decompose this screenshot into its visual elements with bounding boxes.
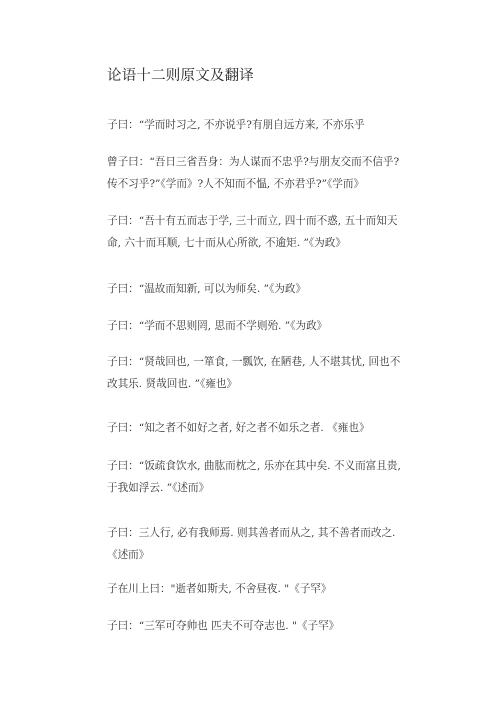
paragraph-11 [107, 615, 339, 637]
paragraph-line: 子曰：“学而不思则罔, 思而不学则殆. ”《为政》 [107, 320, 328, 332]
paragraph-line: 命, 六十而耳顺, 七十而从心所欲, 不逾矩. ”《为政》 [107, 237, 346, 249]
paragraph-line: 子曰：三人行, 必有我师焉. 则其善者而从之, 其不善者而改之. [107, 527, 396, 539]
paragraph-3 [107, 210, 397, 254]
paragraph-line: 子在川上曰："逝者如斯夫, 不舍昼夜. "《子罕》 [107, 583, 332, 595]
paragraph-5 [107, 315, 327, 337]
paragraph-line: 传不习乎?”《学而》?人不知而不愠, 不亦君乎?”《学而》 [107, 178, 365, 190]
paragraph-10 [107, 578, 332, 600]
paragraph-line: 子曰：“学而时习之, 不亦说乎?有朋自远方来, 不亦乐乎 [107, 119, 365, 131]
paragraph-line: 子曰：“知之者不如好之者, 好之者不如乐之者. 《雍也》 [107, 422, 370, 434]
paragraph-line: 子曰：“吾十有五而志于学, 三十而立, 四十而不惑, 五十而知天 [107, 215, 398, 227]
paragraph-line: 子曰：“三军可夺帅也 匹夫不可夺志也. "《子罕》 [107, 620, 340, 632]
paragraph-line: 子曰：“贤哉回也, 一箪食, 一瓢饮, 在陋巷, 人不堪其忧, 回也不 [107, 356, 401, 368]
paragraph-1 [107, 114, 365, 136]
paragraph-2 [107, 151, 399, 195]
paragraph-line: 子曰：“饭疏食饮水, 曲肱而枕之, 乐亦在其中矣. 不义而富且贵, [107, 460, 401, 472]
paragraph-7 [107, 417, 370, 439]
paragraph-line: 子曰：“温故而知新, 可以为师矣. ”《为政》 [107, 283, 307, 295]
paragraph-6 [107, 351, 400, 395]
paragraph-line: 曾子曰：“吾日三省吾身：为人谋而不忠乎?与朋友交而不信乎? [107, 156, 400, 168]
paragraph-line: 改其乐. 贤哉回也. ”《雍也》 [107, 378, 238, 390]
paragraph-line: 《述而》 [107, 549, 150, 561]
document-title: 论语十二则原文及翻译 [107, 68, 254, 84]
paragraph-9 [107, 522, 395, 566]
paragraph-4 [107, 278, 306, 300]
paragraph-8 [107, 455, 401, 499]
paragraph-line: 于我如浮云. ”《述而》 [107, 482, 210, 494]
